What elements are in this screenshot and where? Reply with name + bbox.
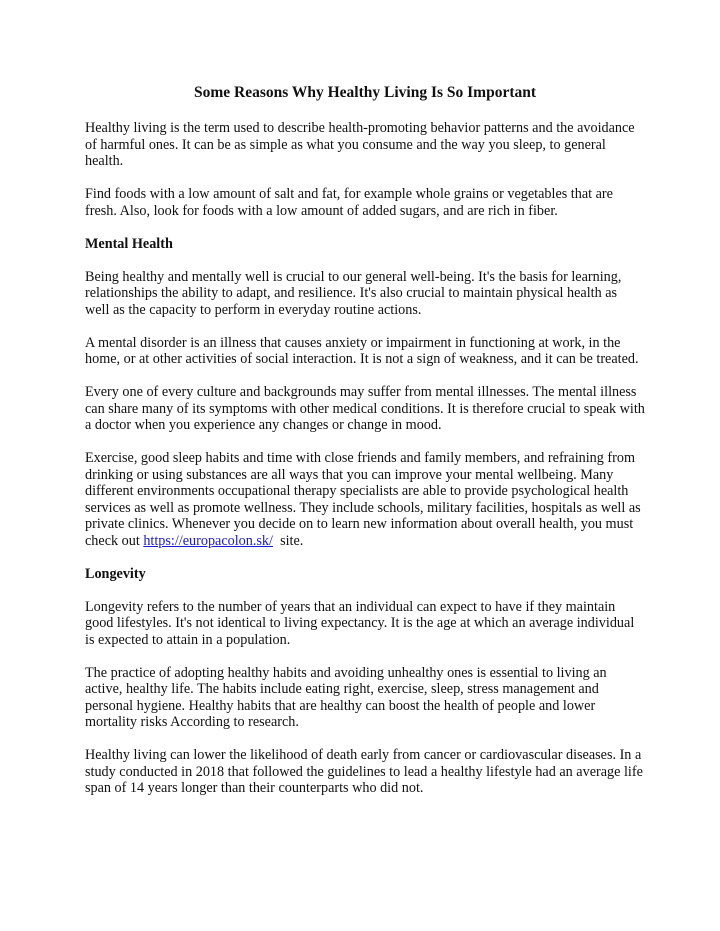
intro-paragraph-1: Healthy living is the term used to describe health-promoting behavior patterns and the avoidance of harmful ones. It can be as simple as what you consume and the way you sleep, to general health.: [85, 120, 635, 169]
mental-health-paragraph-1: Being healthy and mentally well is crucial to our general well-being. It's the basis for learning, relationships the ability to adapt, and resilience. It's also crucial to maintain physical health as well as the capacity to perform in everyday routine actions.: [85, 268, 622, 318]
page-title: Some Reasons Why Healthy Living Is So Important: [193, 84, 537, 101]
europacolon-link[interactable]: https://europacolon.sk/: [143, 532, 273, 549]
longevity-paragraph-2: The practice of adopting healthy habits and avoiding unhealthy ones is essential to living an active, healthy life. The habits include eating right, exercise, sleep, stress management and personal hygiene. Healthy habits that are healthy can boost the health of people and lower mortality risks According to research.: [85, 664, 607, 730]
mental-health-paragraph-3: Every one of every culture and backgrounds may suffer from mental illnesses. The mental illness can share many of its symptoms with other medical conditions. It is therefore crucial to speak with a doctor when you experience any changes or change in mood.: [85, 384, 645, 433]
intro-paragraph-2: Find foods with a low amount of salt and fat, for example whole grains or vegetables that are fresh. Also, look for foods with a low amount of added sugars, and are rich in fiber.: [85, 186, 613, 219]
mental-health-heading: Mental Health: [85, 235, 173, 252]
longevity-paragraph-1: Longevity refers to the number of years that an individual can expect to have if they maintain good lifestyles. It's not identical to living expectancy. It is the age at which an average individual is expected to attain in a population.: [85, 598, 635, 648]
paragraph-text: Exercise, good sleep habits and time with close friends and family members, and refraining from drinking or using substances are all ways that you can improve your mental wellbeing. Many different environments occupational therapy specialists are able to provide psychological health services as well as promote wellness. They include schools, military facilities, hospitals as well as private clinics. Whenever you decide on to learn new information about overall health, you must check out: [85, 450, 641, 549]
document-body: [85, 84, 645, 813]
longevity-paragraph-3: Healthy living can lower the likelihood of death early from cancer or cardiovascular diseases. In a study conducted in 2018 that followed the guidelines to lead a healthy lifestyle had an average life span of 14 years longer than their counterparts who did not.: [85, 747, 643, 796]
mental-health-paragraph-2: A mental disorder is an illness that causes anxiety or impairment in functioning at work, in the home, or at other activities of social interaction. It is not a sign of weakness, and it can be treated.: [85, 334, 639, 367]
mental-health-paragraph-4: [85, 450, 645, 549]
longevity-heading: Longevity: [85, 565, 146, 582]
paragraph-text-end: site.: [272, 532, 304, 549]
